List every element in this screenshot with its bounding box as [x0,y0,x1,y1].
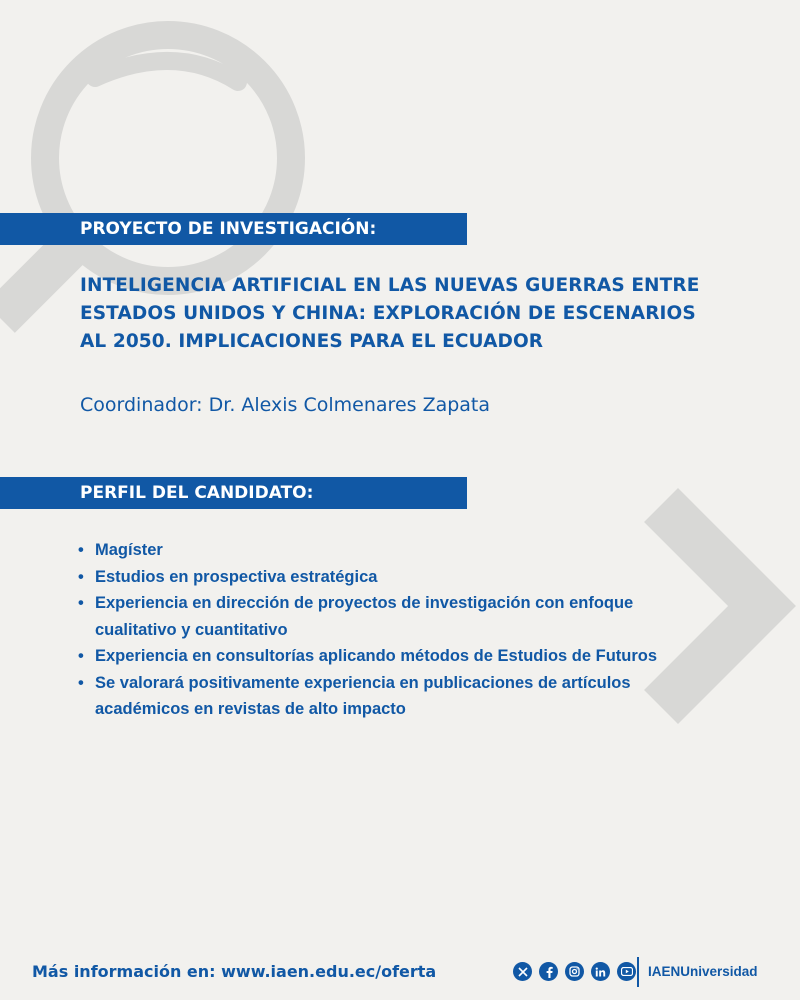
youtube-icon[interactable] [617,962,636,981]
social-handle[interactable]: IAENUniversidad [648,964,758,979]
list-item-text: cualitativo y cuantitativo [95,620,288,639]
candidate-profile-label: PERFIL DEL CANDIDATO: [80,483,314,503]
more-info-link[interactable]: Más información en: www.iaen.edu.ec/oferta [32,962,437,981]
list-item [78,537,678,564]
list-item-text: Experiencia en dirección de proyectos de investigación con enfoque [95,594,634,612]
coordinator-text: Coordinador: Dr. Alexis Colmenares Zapata [80,394,491,416]
chevron-right-icon [678,522,762,690]
bullet: • [78,567,84,586]
candidate-profile-banner [0,477,467,509]
list-item [78,643,678,670]
x-icon[interactable] [513,962,532,981]
list-item-text: académicos en revistas de alto impacto [95,700,406,718]
bullet: • [78,673,84,692]
list-item [78,590,678,643]
project-title [80,272,730,356]
research-project-banner [0,213,467,245]
bullet: • [78,594,84,612]
list-item [78,670,678,723]
list-item-text: Magíster [95,541,163,559]
footer-divider [637,957,639,987]
facebook-icon[interactable] [539,962,558,981]
instagram-icon[interactable] [565,962,584,981]
research-project-label: PROYECTO DE INVESTIGACIÓN: [80,219,377,239]
list-item [78,564,678,591]
project-title-line: AL 2050. IMPLICACIONES PARA EL ECUADOR [80,331,544,352]
list-item-text: Estudios en prospectiva estratégica [95,567,378,586]
bullet: • [78,647,84,665]
project-title-line: INTELIGENCIA ARTIFICIAL EN LAS NUEVAS GUERRAS ENTRE [80,275,700,296]
bullet: • [78,541,84,559]
linkedin-icon[interactable] [591,962,610,981]
list-item-text: Se valorará positivamente experiencia en publicaciones de artículos [95,673,631,692]
list-item-text: Experiencia en consultorías aplicando métodos de Estudios de Futuros [95,647,658,665]
project-title-line: ESTADOS UNIDOS Y CHINA: EXPLORACIÓN DE ESCENARIOS [80,303,696,324]
requirements-list [78,537,678,723]
